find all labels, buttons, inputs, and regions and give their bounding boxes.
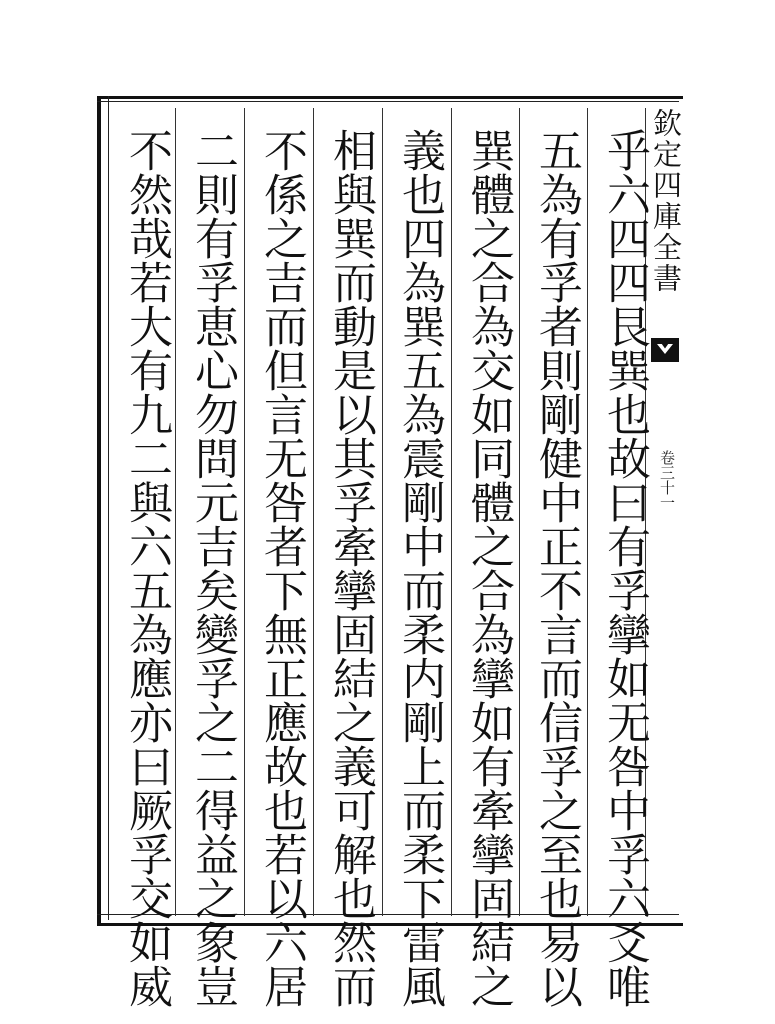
text-column-1: 乎六四四艮巽也故曰有孚攣如无咎中孚六爻唯 [599,128,650,1008]
banner-volume: 卷三十一 [658,450,676,510]
text-column-7: 二則有孚恵心勿問元吉矣變孚之二得益之象豈 [187,128,238,1008]
banner-title: 欽定四庫全書 [649,108,683,294]
frame-inner-left-rule [108,96,109,920]
column-rule [382,108,383,916]
fishtail-icon [651,338,679,362]
text-column-2: 五為有孚者則剛健中正不言而信孚之至也易以 [531,128,582,1008]
text-column-8: 不然哉若大有九二與六五為應亦曰厥孚交如威 [121,128,172,1008]
text-column-5: 相與巽而動是以其孚牽攣固結之義可解也然而 [325,128,376,1008]
column-rule [313,108,314,916]
frame-inner-top-rule [97,101,679,102]
text-column-6: 不係之吉而但言无咎者下無正應故也若以六居 [256,128,307,1008]
text-column-4: 義也四為巽五為震剛中而柔内剛上而柔下雷風 [394,128,445,1008]
column-rule [175,108,176,916]
column-rule [451,108,452,916]
column-rule [587,108,588,916]
column-rule [244,108,245,916]
column-rule [519,108,520,916]
text-column-3: 巽體之合為交如同體之合為攣如有牽攣固結之 [463,128,514,1008]
